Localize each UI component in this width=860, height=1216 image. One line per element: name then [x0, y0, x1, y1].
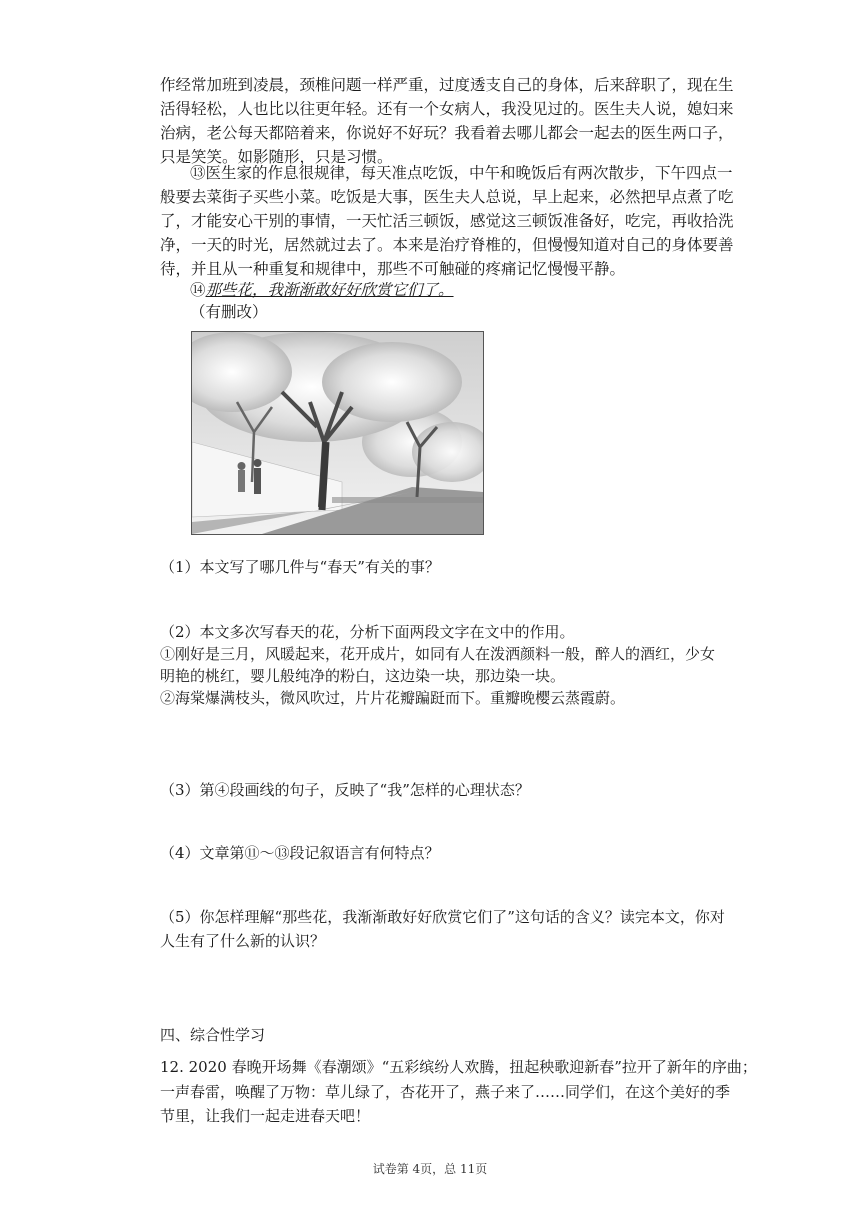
passage-line: ⑬医生家的作息很规律，每天准点吃饭，中午和晚饭后有两次散步，下午四点一: [190, 164, 733, 182]
passage-line: 作经常加班到凌晨，颈椎问题一样严重，过度透支自己的身体，后来辞职了，现在生: [160, 76, 734, 94]
section-heading: 四、综合性学习: [160, 1026, 266, 1044]
passage-line: 只是笑笑。如影随形，只是习惯。: [160, 148, 393, 166]
question-2: （2）本文多次写春天的花，分析下面两段文字在文中的作用。: [160, 623, 575, 641]
question-2-item-1: ①刚好是三月，风暖起来，花开成片，如同有人在泼洒颜料一般，醉人的酒红，少女: [160, 645, 716, 663]
page-footer: 试卷第 4页，总 11页: [372, 1162, 488, 1176]
question-4: （4）文章第⑪～⑬段记叙语言有何特点？: [160, 844, 440, 862]
paragraph-number: ⑭: [190, 281, 206, 299]
question-12-cont: 节里，让我们一起走进春天吧！: [160, 1107, 371, 1125]
passage-line: 了，才能安心干别的事情，一天忙活三顿饭，感觉这三顿饭准备好，吃完，再收拾洗: [160, 212, 734, 230]
passage-line: 般要去菜街子买些小菜。吃饭是大事，医生夫人总说，早上起来，必然把早点煮了吃: [160, 188, 734, 206]
passage-paragraph-14: [190, 278, 750, 302]
question-12: 12. 2020 春晚开场舞《春潮颂》“五彩缤纷人欢腾，扭起秧歌迎新春”拉开了新年的序曲；: [160, 1058, 757, 1076]
revision-note: （有删改）: [190, 303, 268, 321]
passage-line: 活得轻松，人也比以往更年轻。还有一个女病人，我没见过的。医生夫人说，媳妇来: [160, 100, 734, 118]
question-3: （3）第④段画线的句子，反映了“我”怎样的心理状态？: [160, 781, 530, 799]
question-5: （5）你怎样理解“那些花，我渐渐敢好好欣赏它们了”这句话的含义？读完本文，你对: [160, 908, 725, 926]
passage-line: 待，并且从一种重复和规律中，那些不可触碰的疼痛记忆慢慢平静。: [160, 260, 626, 278]
tree-scene-drawing: [192, 332, 483, 534]
underlined-sentence: 那些花，我渐渐敢好好欣赏它们了。: [205, 281, 454, 299]
illustration-spring-trees: [191, 331, 484, 535]
question-5-cont: 人生有了什么新的认识？: [160, 932, 326, 950]
passage-line: 净，一天的时光，居然就过去了。本来是治疗脊椎的，但慢慢知道对自己的身体要善: [160, 236, 734, 254]
passage-line: 治病，老公每天都陪着来，你说好不好玩？我看着去哪儿都会一起去的医生两口子，: [160, 124, 734, 142]
question-2-item-2: ②海棠爆满枝头，微风吹过，片片花瓣蹁跹而下。重瓣晚樱云蒸霞蔚。: [160, 689, 626, 707]
question-1: （1）本文写了哪几件与“春天”有关的事？: [160, 558, 440, 576]
question-2-item-1-cont: 明艳的桃红，婴儿般纯净的粉白，这边染一块，那边染一块。: [160, 667, 566, 685]
question-12-cont: 一声春雷，唤醒了万物：草儿绿了，杏花开了，燕子来了……同学们，在这个美好的季: [160, 1083, 731, 1101]
